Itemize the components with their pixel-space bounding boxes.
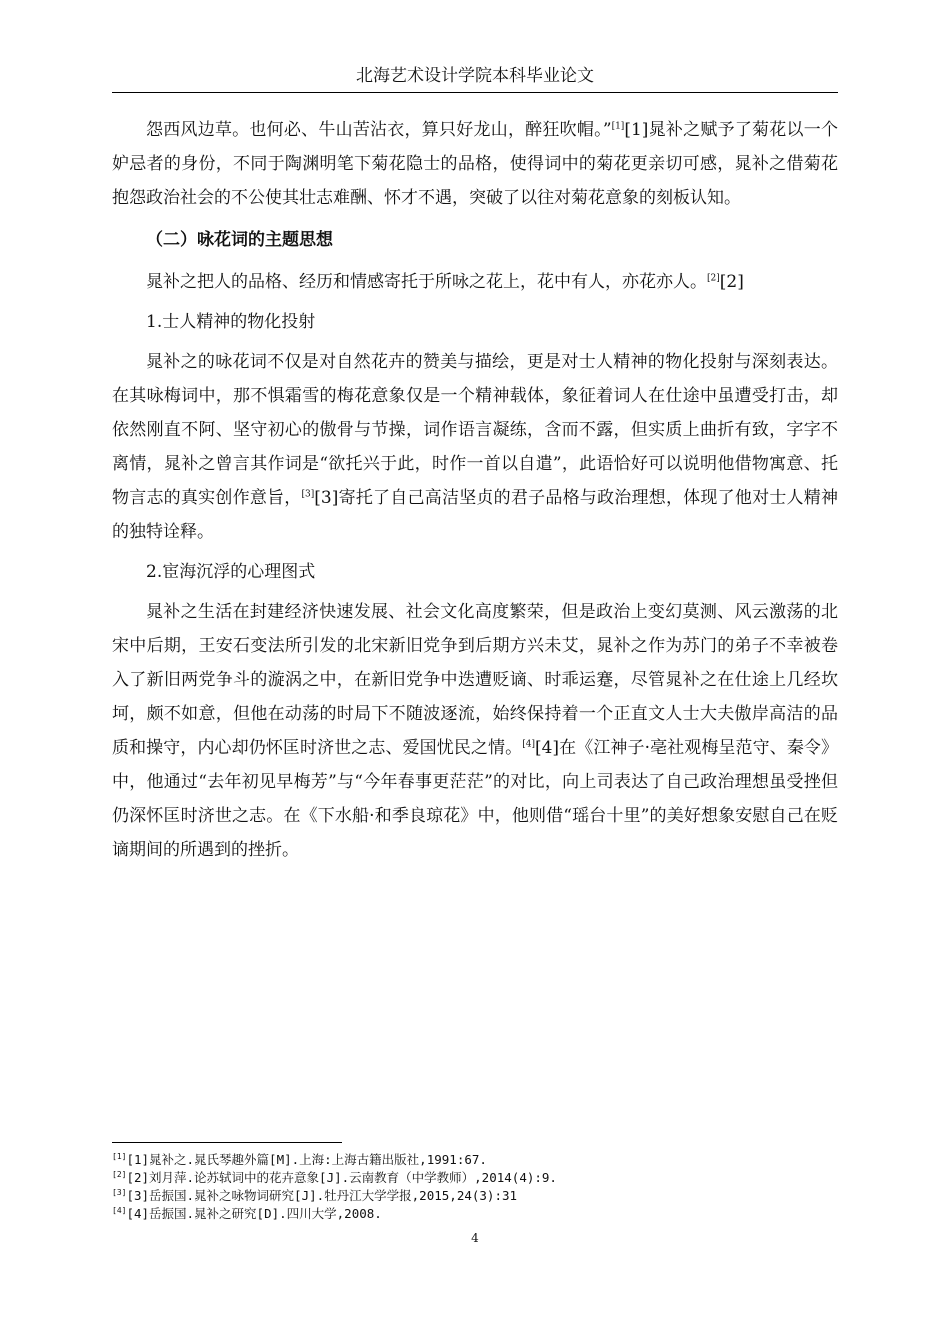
paragraph-text: 晁补之把人的品格、经历和情感寄托于所咏之花上，花中有人，亦花亦人。 <box>146 272 707 292</box>
footnotes <box>112 1151 838 1223</box>
citation-ref[interactable]: [1] <box>624 120 649 140</box>
paragraph-spirit <box>112 345 838 549</box>
citation-ref[interactable]: [2] <box>719 272 744 292</box>
citation-ref[interactable]: [3] <box>314 488 339 508</box>
paragraph-text: 晁补之的咏花词不仅是对自然花卉的赞美与描绘，更是对士人精神的物化投射与深刻表达。在其咏梅词中，那不惧霜雪的梅花意象仅是一个精神载体，象征着词人在仕途中虽遭受打击，却依然刚直不阿、坚守初心的傲骨与节操，词作语言凝练，含而不露，但实质上曲折有致，字字不离情，晁补之曾言其作词是“欲托兴于此，时作一首以自遣”，此语恰好可以说明他借物寓意、托物言志的真实创作意旨， <box>112 352 838 508</box>
citation-ref[interactable]: [4] <box>534 738 560 758</box>
footnote-mark[interactable]: [3] <box>301 489 315 500</box>
footnote-mark[interactable]: [4] <box>522 739 535 750</box>
footnote-mark[interactable]: [2] <box>707 273 720 284</box>
footnote-item <box>112 1151 838 1169</box>
footnote-mark: [1] <box>112 1151 127 1161</box>
footnote-mark: [3] <box>112 1187 127 1197</box>
running-header <box>112 62 838 93</box>
footnote-item <box>112 1187 838 1205</box>
main-text <box>112 113 838 867</box>
footnote-item <box>112 1169 838 1187</box>
paragraph-text: 晁补之赋予了菊花以一个妒忌者的身份，不同于陶渊明笔下菊花隐士的品格，使得词中的菊花更亲切可感，晁补之借菊花抱怨政治社会的不公使其壮志难酬、怀才不遇，突破了以往对菊花意象的刻板认知。 <box>112 120 838 208</box>
footnote-text: [1]晁补之.晁氏琴趣外篇[M].上海:上海古籍出版社,1991:67. <box>126 1152 487 1167</box>
footnote-text: [3]岳振国.晁补之咏物词研究[J].牡丹江大学学报,2015,24(3):31 <box>126 1188 518 1203</box>
footnote-separator <box>112 1142 342 1143</box>
paragraph-career <box>112 595 838 867</box>
header-title: 北海艺术设计学院本科毕业论文 <box>356 66 594 86</box>
paragraph-continuation <box>112 113 838 215</box>
paragraph-text: 怨西风边草。也何必、牛山苦沾衣，算只好龙山，醉狂吹帽。” <box>146 120 612 140</box>
footnote-text: [4]岳振国.晁补之研究[D].四川大学,2008. <box>126 1206 382 1221</box>
page-number: 4 <box>471 1231 479 1245</box>
subsection-heading: 2.宦海沉浮的心理图式 <box>146 562 316 582</box>
paragraph-intro <box>112 265 838 299</box>
section-heading: （二）咏花词的主题思想 <box>146 230 333 250</box>
paragraph-text: 在《江神子·亳社观梅呈范守、秦令》中，他通过“去年初见早梅芳”与“今年春事更茫茫”的对比，向上司表达了自己政治理想虽受挫但仍深怀匡时济世之志。在《下水船·和季良琼花》中，他则借“瑶台十里”的美好想象安慰自己在贬谪期间的所遇到的挫折。 <box>112 738 839 860</box>
paragraph-text: 晁补之生活在封建经济快速发展、社会文化高度繁荣，但是政治上变幻莫测、风云激荡的北宋中后期，王安石变法所引发的北宋新旧党争到后期方兴未艾，晁补之作为苏门的弟子不幸被卷入了新旧两党争斗的漩涡之中，在新旧党争中迭遭贬谪、时乖运蹇，尽管晁补之在仕途上几经坎坷，颇不如意，但他在动荡的时局下不随波逐流，始终保持着一个正直文人士大夫傲岸高洁的品质和操守，内心却仍怀匡时济世之志、爱国忧民之情。 <box>112 602 838 758</box>
footnote-text: [2]刘月萍.论苏轼词中的花卉意象[J].云南教育（中学教师）,2014(4):9. <box>126 1170 557 1185</box>
footnote-item <box>112 1205 838 1223</box>
footnote-mark: [2] <box>112 1169 127 1179</box>
subsection-heading: 1.士人精神的物化投射 <box>146 312 316 332</box>
footnote-mark: [4] <box>112 1205 127 1215</box>
paragraph-text: 寄托了自己高洁坚贞的君子品格与政治理想，体现了他对士人精神的独特诠释。 <box>112 488 839 542</box>
footnote-mark[interactable]: [1] <box>611 121 625 132</box>
